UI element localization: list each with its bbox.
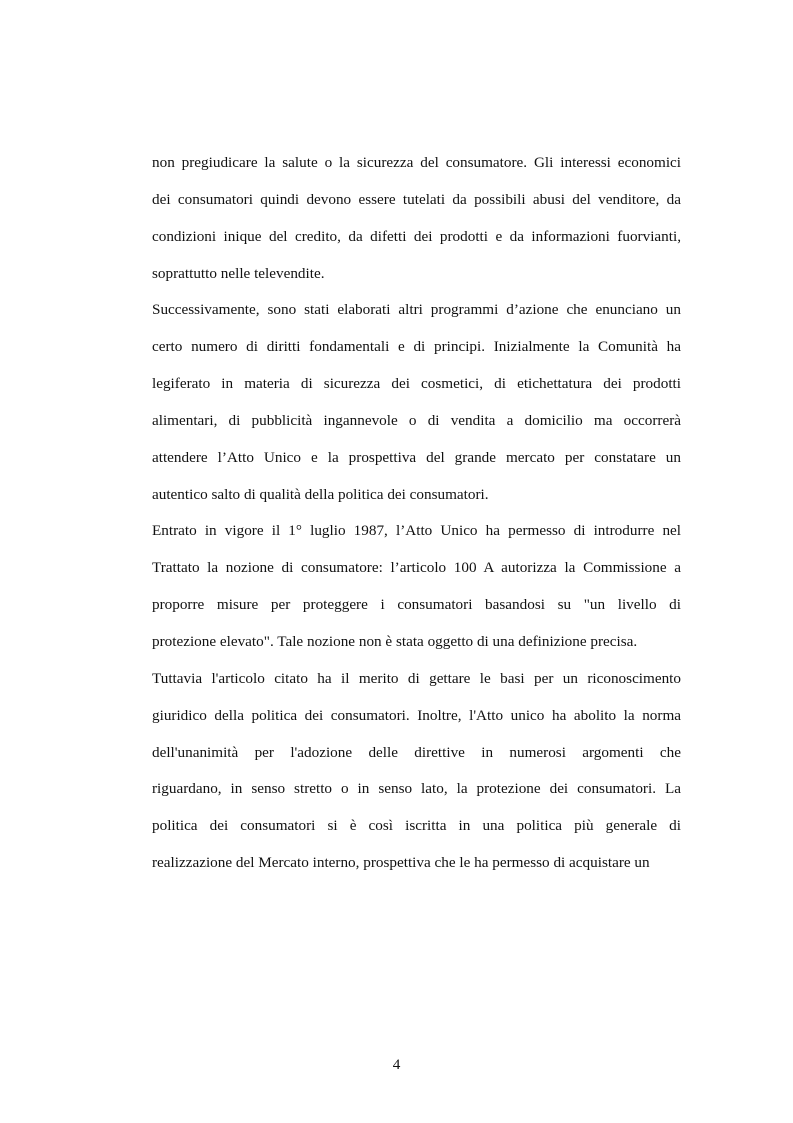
text-line: certo numero di diritti fondamentali e di principi. Inizialmente la Comunità ha: [152, 338, 681, 356]
text-line: legiferato in materia di sicurezza dei cosmetici, di etichettatura dei prodotti: [152, 375, 681, 393]
paragraph-2: [152, 292, 681, 513]
body-text: [152, 145, 681, 882]
paragraph-3: [152, 513, 681, 660]
paragraph-1: [152, 145, 681, 292]
text-line: riguardano, in senso stretto o in senso lato, la protezione dei consumatori. La: [152, 780, 681, 798]
text-line: realizzazione del Mercato interno, prospettiva che le ha permesso di acquistare un: [152, 854, 650, 872]
text-line: Trattato la nozione di consumatore: l’articolo 100 A autorizza la Commissione a: [152, 559, 681, 577]
text-line: politica dei consumatori si è così iscritta in una politica più generale di: [152, 817, 681, 835]
text-line: condizioni inique del credito, da difetti dei prodotti e da informazioni fuorvianti,: [152, 227, 681, 245]
paragraph-4: [152, 661, 681, 882]
text-line: dei consumatori quindi devono essere tutelati da possibili abusi del venditore, da: [152, 190, 681, 208]
text-line: giuridico della politica dei consumatori. Inoltre, l'Atto unico ha abolito la norma: [152, 706, 681, 724]
text-line: Tuttavia l'articolo citato ha il merito di gettare le basi per un riconoscimento: [152, 669, 681, 687]
text-line: non pregiudicare la salute o la sicurezza del consumatore. Gli interessi economici: [152, 154, 681, 171]
text-line: soprattutto nelle televendite.: [152, 264, 325, 282]
text-line: autentico salto di qualità della politica dei consumatori.: [152, 485, 489, 503]
text-line: Successivamente, sono stati elaborati altri programmi d’azione che enunciano un: [152, 301, 681, 319]
text-line: protezione elevato". Tale nozione non è stata oggetto di una definizione precisa.: [152, 632, 638, 650]
page-number: 4: [392, 1056, 401, 1073]
text-line: Entrato in vigore il 1° luglio 1987, l’Atto Unico ha permesso di introdurre nel: [152, 522, 681, 540]
text-line: alimentari, di pubblicità ingannevole o di vendita a domicilio ma occorrerà: [152, 411, 681, 429]
text-line: proporre misure per proteggere i consumatori basandosi su "un livello di: [152, 596, 681, 614]
text-line: attendere l’Atto Unico e la prospettiva del grande mercato per constatare un: [152, 448, 681, 466]
text-line: dell'unanimità per l'adozione delle direttive in numerosi argomenti che: [152, 743, 681, 761]
